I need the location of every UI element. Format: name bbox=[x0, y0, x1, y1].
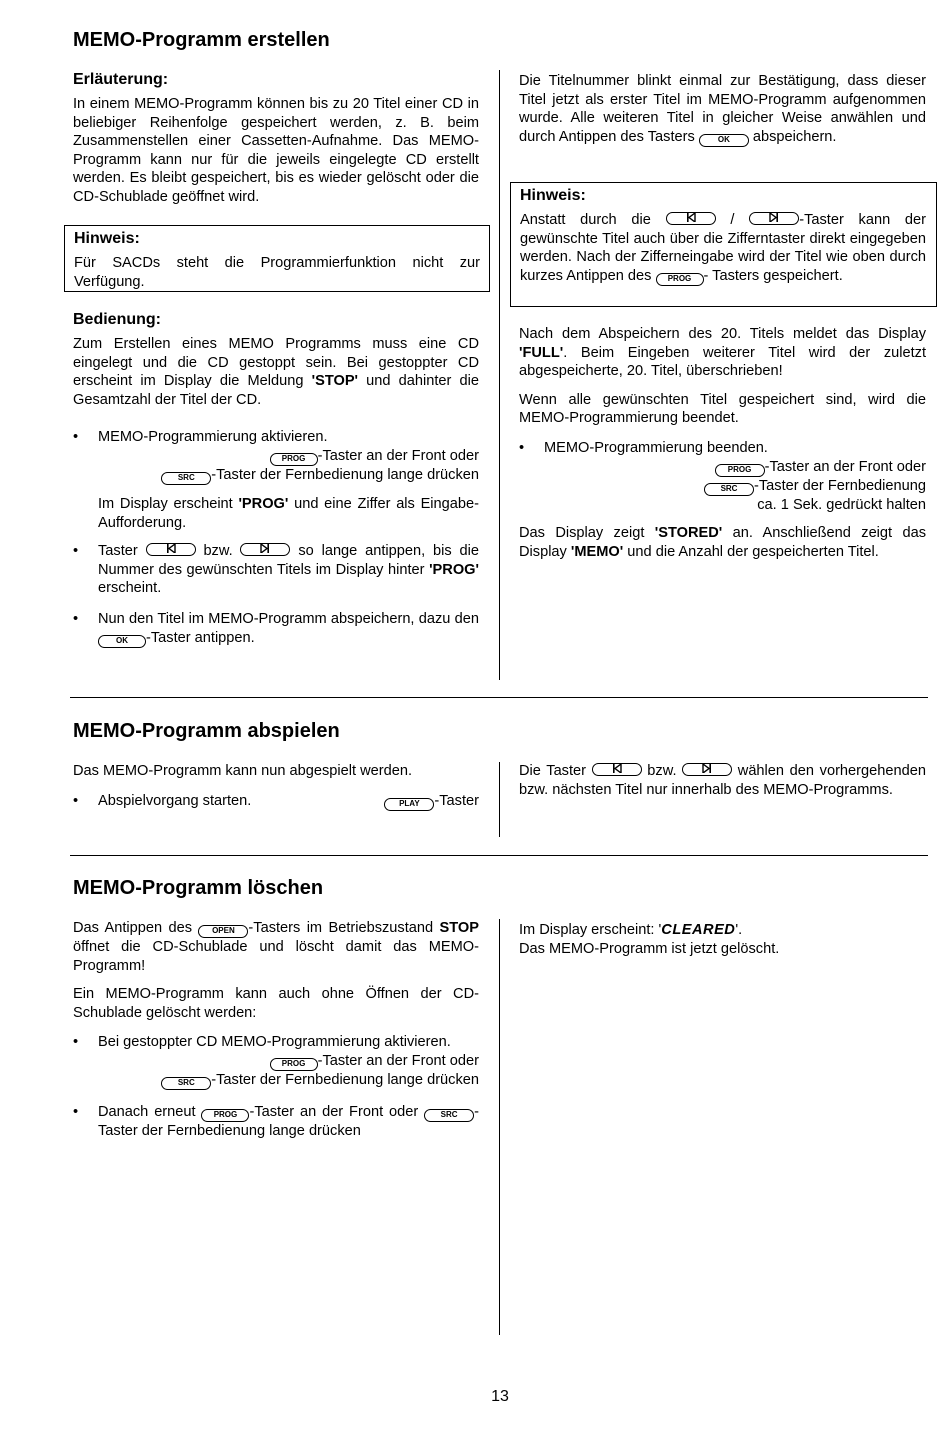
open-key-icon: OPEN bbox=[198, 925, 248, 938]
prog-front-line: PROG -Taster an der Front oder bbox=[98, 447, 479, 466]
hold-text: ca. 1 Sek. gedrückt halten bbox=[757, 496, 926, 513]
section-divider-2 bbox=[70, 855, 928, 856]
column-divider-3 bbox=[499, 919, 500, 1335]
src-remote-line: SRC -Taster der Fernbedienung lange drücken bbox=[98, 466, 479, 485]
prog-key-icon: PROG bbox=[270, 1058, 318, 1071]
bullet-delete-activate bbox=[73, 1033, 479, 1090]
bullet-store-text: Nun den Titel im MEMO-Programm abspeichern, dazu den OK -Taster antippen. bbox=[98, 610, 479, 646]
skip-forward-key-icon bbox=[682, 763, 732, 776]
bullet-delete-again-text: Danach erneut PROG -Taster an der Front oder SRC -Taster der Fernbedienung lange drücken bbox=[98, 1103, 479, 1139]
right-column-2 bbox=[519, 762, 926, 799]
section-divider-1 bbox=[70, 697, 928, 698]
bullet-dot: • bbox=[73, 1034, 79, 1051]
left-column-2 bbox=[73, 762, 479, 811]
prog-key-icon: PROG bbox=[270, 453, 318, 466]
bedienung-text: Zum Erstellen eines MEMO Programms muss eine CD eingelegt und die CD gestoppt sein. Bei gestoppter CD erscheint im Display die Meldung 'STOP' und dahinter die Gesamtzahl der Titel der CD. bbox=[73, 336, 479, 408]
right-column-1b bbox=[519, 325, 926, 561]
hint-heading-2: Hinweis: bbox=[520, 187, 586, 204]
src-remote-line: SRC -Taster der Fernbedienung lange drücken bbox=[98, 1071, 479, 1090]
cleared-text: Im Display erscheint: 'CLEARED'. bbox=[519, 922, 743, 938]
column-divider-2 bbox=[499, 762, 500, 837]
bullet-dot: • bbox=[519, 439, 525, 456]
column-divider-1 bbox=[499, 70, 500, 680]
page-number: 13 bbox=[491, 1388, 509, 1405]
src-key-icon: SRC bbox=[704, 483, 754, 496]
bullet-store bbox=[73, 610, 479, 648]
skip-back-key-icon bbox=[592, 763, 642, 776]
bullet-activate-text: MEMO-Programmierung aktivieren. bbox=[98, 429, 328, 446]
right-column-1 bbox=[519, 72, 926, 147]
full-text: Nach dem Abspeichern des 20. Titels meldet das Display 'FULL'. Beim Eingeben weiterer Titel wird der zuletzt abgespeicherte, 20. Titel, überschrieben! bbox=[519, 326, 926, 380]
hint-box-2 bbox=[510, 182, 937, 307]
prog-key-icon: PROG bbox=[656, 273, 704, 286]
bullet-end bbox=[519, 439, 926, 514]
bedienung-block bbox=[73, 310, 479, 648]
stored-text: Das Display zeigt 'STORED' an. Anschließend zeigt das Display 'MEMO' und die Anzahl der gespeicherten Titel. bbox=[519, 525, 926, 560]
bullet-play bbox=[73, 792, 479, 811]
bullet-dot: • bbox=[73, 543, 79, 560]
hint-box-1 bbox=[64, 225, 490, 292]
bullet-activate bbox=[73, 428, 479, 532]
play-key-icon: PLAY bbox=[384, 798, 434, 811]
section-title-loeschen: MEMO-Programm löschen bbox=[73, 877, 324, 899]
skip-back-key-icon bbox=[146, 543, 196, 556]
deleted-text: Das MEMO-Programm ist jetzt gelöscht. bbox=[519, 940, 780, 957]
skip-back-key-icon bbox=[666, 212, 716, 225]
prog-key-icon: PROG bbox=[201, 1109, 249, 1122]
left-column-3 bbox=[73, 919, 479, 1141]
bullet-play-text: Abspielvorgang starten. PLAY -Taster bbox=[98, 792, 479, 809]
prog-front-line: PROG -Taster an der Front oder bbox=[544, 458, 926, 477]
skip-forward-key-icon bbox=[749, 212, 799, 225]
bullet-delete-activate-text: Bei gestoppter CD MEMO-Programmierung aktivieren. bbox=[98, 1034, 451, 1051]
erlaeuterung-text: In einem MEMO-Programm können bis zu 20 Titel einer CD in beliebiger Reihenfolge gespeichert werden, z. B. beim Zusammenstellen einer Cassetten-Aufnahme. Das MEMO-Programm kann nur für die jeweils eingelegte CD erstellt werden. Es bleibt gespeichert, bis es wieder gelöscht oder die CD-Schublade geöffnet wird. bbox=[73, 96, 479, 205]
delete-without-open-text: Ein MEMO-Programm kann auch ohne Öffnen der CD-Schublade gelöscht werden: bbox=[73, 986, 479, 1021]
open-delete-text: Das Antippen des OPEN -Tasters im Betriebszustand STOP öffnet die CD-Schublade und löscht damit das MEMO-Programm! bbox=[73, 920, 479, 974]
prog-key-icon: PROG bbox=[715, 464, 765, 477]
confirm-text: Die Titelnummer blinkt einmal zur Bestätigung, dass dieser Titel jetzt als erster Titel im MEMO-Programm aufgenommen wurde. Alle weiteren Titel in gleicher Weise anwählen und durch Antippen des Tasters OK abspeichern. bbox=[519, 73, 926, 145]
play-intro-text: Das MEMO-Programm kann nun abgespielt werden. bbox=[73, 763, 413, 779]
section-title-erstellen: MEMO-Programm erstellen bbox=[73, 29, 330, 51]
section-title-abspielen: MEMO-Programm abspielen bbox=[73, 720, 340, 742]
bullet-skip bbox=[73, 542, 479, 598]
skip-forward-key-icon bbox=[240, 543, 290, 556]
bullet-dot: • bbox=[73, 429, 79, 446]
ok-key-icon: OK bbox=[98, 635, 146, 648]
bullet-dot: • bbox=[73, 1103, 79, 1120]
src-key-icon: SRC bbox=[161, 472, 211, 485]
bullet-dot: • bbox=[73, 610, 79, 627]
bedienung-heading: Bedienung: bbox=[73, 311, 161, 328]
bullet-delete-again bbox=[73, 1103, 479, 1141]
src-remote-line: SRC -Taster der Fernbedienung bbox=[544, 477, 926, 496]
bullet-end-text: MEMO-Programmierung beenden. bbox=[544, 439, 768, 456]
bullet-dot: • bbox=[73, 792, 79, 809]
hint-text-1: Für SACDs steht die Programmierfunktion nicht zur Verfügung. bbox=[74, 255, 480, 290]
left-column-1 bbox=[73, 70, 479, 207]
prog-front-line: PROG -Taster an der Front oder bbox=[98, 1052, 479, 1071]
erlaeuterung-heading: Erläuterung: bbox=[73, 71, 169, 88]
ok-key-icon: OK bbox=[699, 134, 749, 147]
skip-info-text: Die Taster bzw. wählen den vorhergehenden bzw. nächsten Titel nur innerhalb des MEMO-Programms. bbox=[519, 763, 926, 798]
src-key-icon: SRC bbox=[424, 1109, 474, 1122]
bullet-skip-text: Taster bzw. so lange antippen, bis die Nummer des gewünschten Titels im Display hinter 'PROG' erscheint. bbox=[98, 543, 479, 597]
src-key-icon: SRC bbox=[161, 1077, 211, 1090]
all-stored-text: Wenn alle gewünschten Titel gespeichert sind, wird die MEMO-Programmierung beendet. bbox=[519, 391, 926, 427]
right-column-3 bbox=[519, 921, 926, 958]
hint-text-2: Anstatt durch die / -Taster kann der gewünschte Titel auch über die Zifferntaster direkt eingegeben werden. Nach der Zifferneingabe wird der Titel wie oben durch kurzes Antippen des PROG - Tasters gespeichert. bbox=[520, 212, 927, 284]
hint-heading-1: Hinweis: bbox=[74, 230, 140, 247]
prog-display-note: Im Display erscheint 'PROG' und eine Ziffer als Eingabe-Aufforderung. bbox=[98, 495, 479, 531]
